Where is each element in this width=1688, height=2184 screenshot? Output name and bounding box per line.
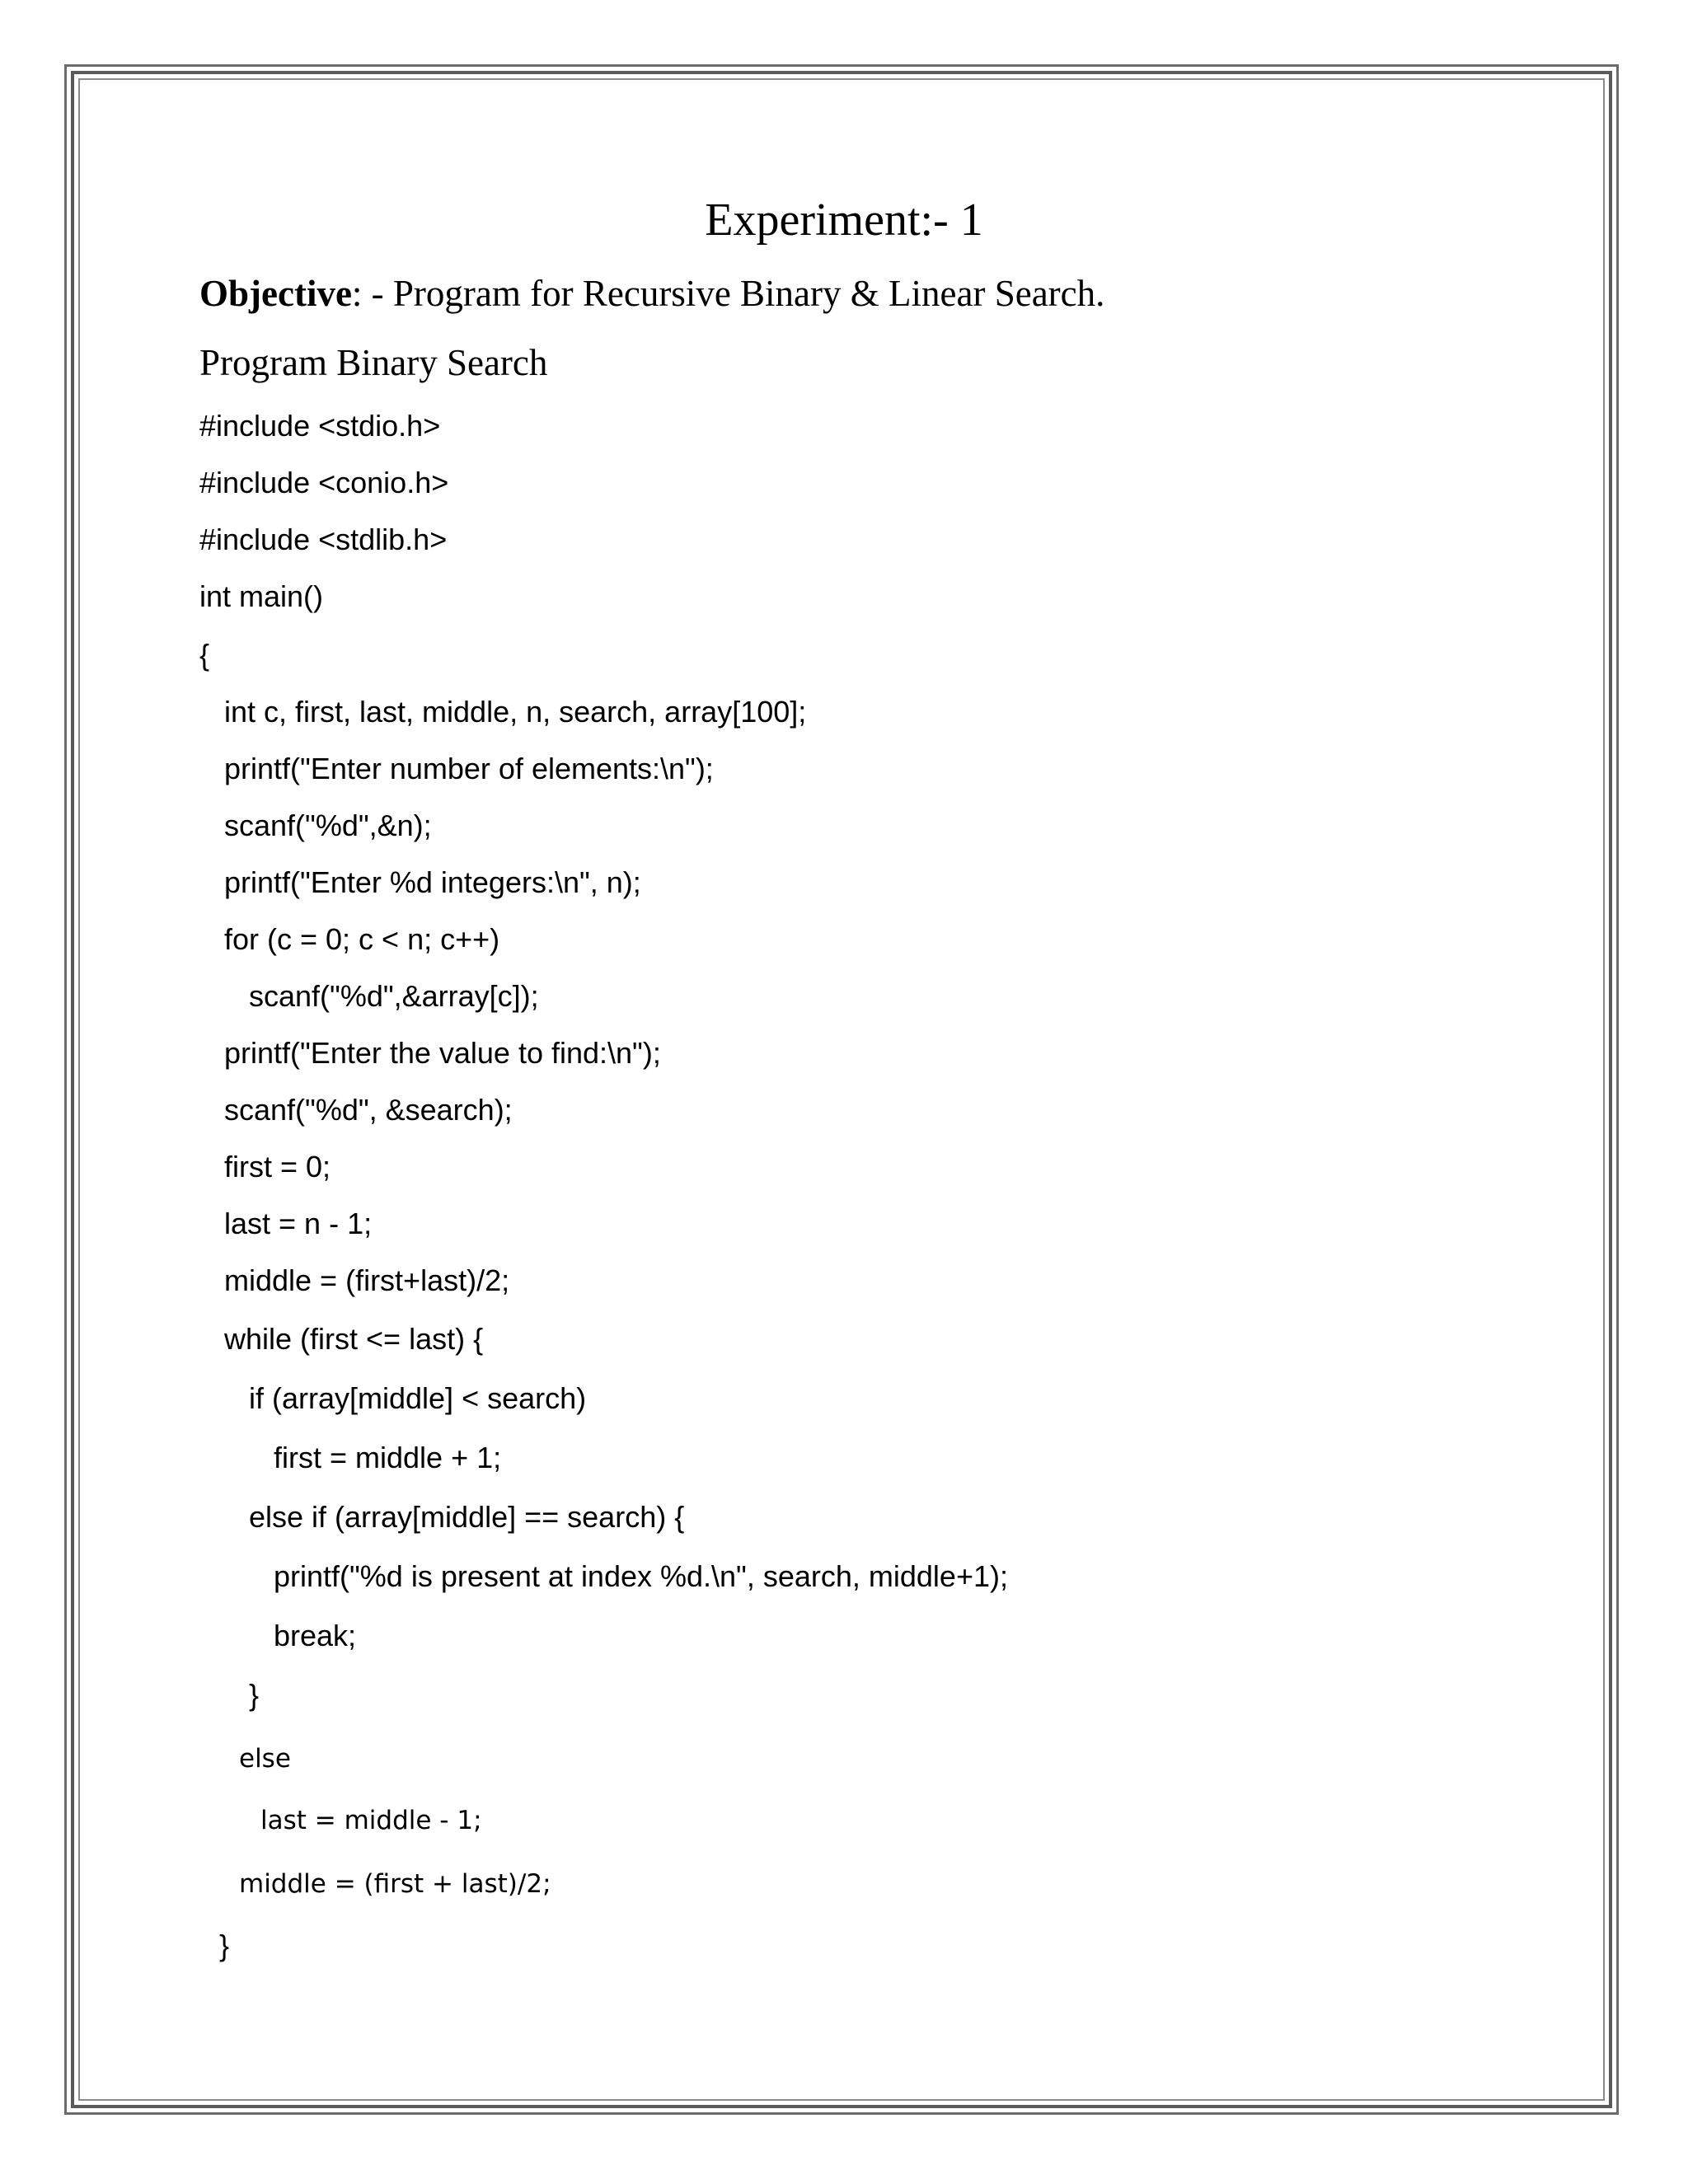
code-line: #include <conio.h> — [199, 466, 449, 499]
code-line: scanf("%d",&array[c]); — [249, 979, 539, 1013]
code-line: scanf("%d", &search); — [224, 1093, 513, 1127]
code-line: } — [219, 1929, 230, 1962]
code-line: #include <stdlib.h> — [199, 523, 448, 556]
objective-text: : - Program for Recursive Binary & Linear Search. — [351, 273, 1105, 314]
code-line: } — [249, 1678, 260, 1712]
code-line: first = middle + 1; — [274, 1441, 502, 1474]
code-line: #include <stdio.h> — [199, 409, 441, 443]
code-line: else — [239, 1744, 291, 1774]
code-line: { — [199, 638, 210, 672]
code-line: printf("Enter %d integers:\n", n); — [224, 865, 641, 899]
code-line: for (c = 0; c < n; c++) — [224, 922, 500, 956]
code-line: if (array[middle] < search) — [249, 1381, 587, 1415]
code-line: int main() — [199, 579, 324, 613]
code-line: else if (array[middle] == search) { — [249, 1500, 685, 1534]
code-line: last = middle - 1; — [260, 1806, 482, 1835]
code-line: middle = (first + last)/2; — [239, 1869, 551, 1899]
code-line: last = n - 1; — [224, 1207, 373, 1240]
code-line: first = 0; — [224, 1150, 331, 1183]
code-line: int c, first, last, middle, n, search, array[100]; — [224, 695, 807, 729]
code-line: scanf("%d",&n); — [224, 808, 432, 842]
code-line: printf("Enter number of elements:\n"); — [224, 752, 714, 785]
objective-label: Objective — [199, 273, 352, 314]
code-line: printf("%d is present at index %d.\n", search, middle+1); — [274, 1559, 1008, 1593]
objective-line — [199, 269, 1104, 318]
code-line: printf("Enter the value to find:\n"); — [224, 1036, 661, 1070]
code-line: middle = (first+last)/2; — [224, 1263, 510, 1297]
section-heading: Program Binary Search — [199, 342, 548, 383]
page-title: Experiment:- 1 — [705, 194, 983, 246]
code-line: break; — [274, 1619, 357, 1652]
code-line: while (first <= last) { — [224, 1322, 484, 1356]
